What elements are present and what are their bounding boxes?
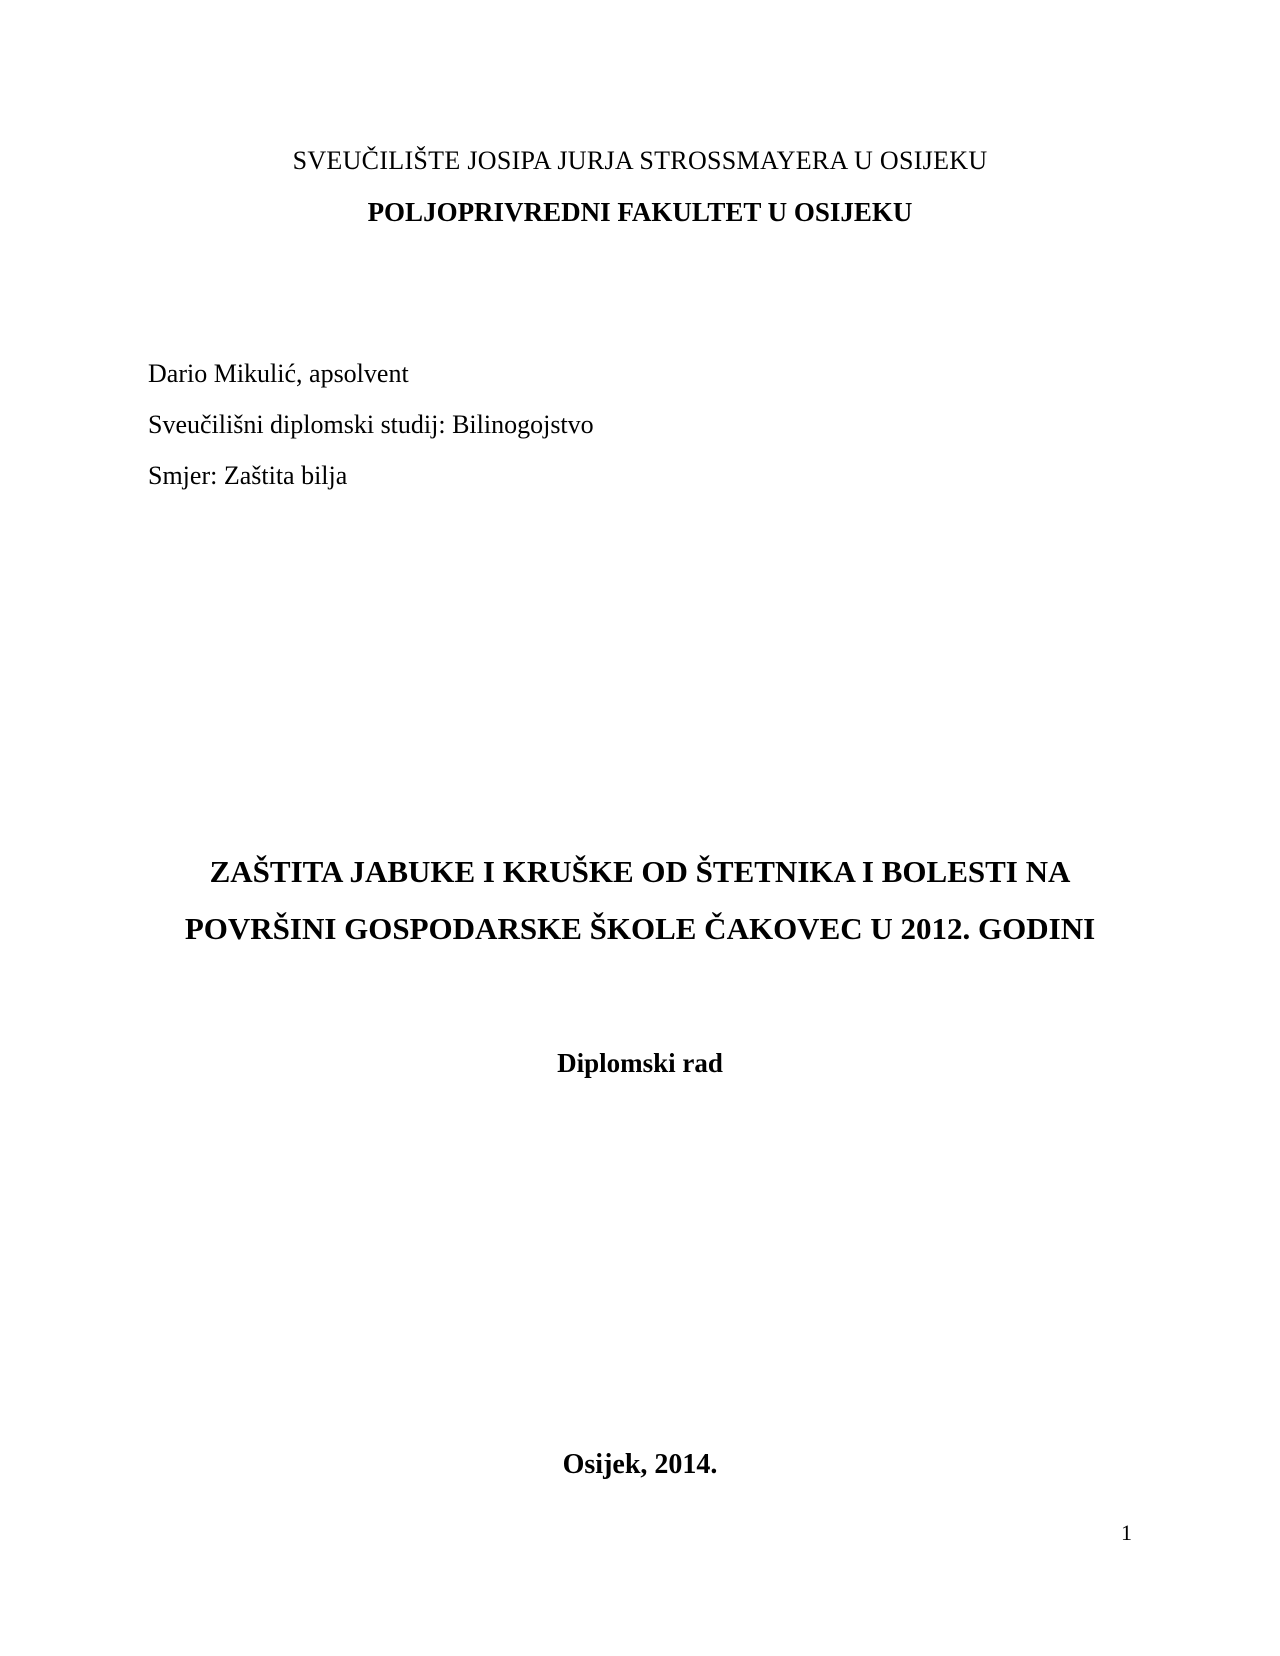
university-name: SVEUČILIŠTE JOSIPA JURJA STROSSMAYERA U OSIJEKU	[292, 146, 988, 175]
thesis-title	[0, 843, 1280, 957]
page-number: 1	[1121, 1520, 1132, 1545]
student-info	[148, 348, 594, 501]
study-program: Sveučilišni diplomski studij: Bilinogojstvo	[148, 410, 594, 439]
place-and-date: Osijek, 2014.	[562, 1449, 718, 1480]
student-name: Dario Mikulić, apsolvent	[148, 359, 409, 388]
study-direction: Smjer: Zaštita bilja	[148, 461, 348, 490]
thesis-type: Diplomski rad	[557, 1048, 723, 1078]
faculty-name: POLJOPRIVREDNI FAKULTET U OSIJEKU	[367, 197, 913, 227]
thesis-title-line-2: POVRŠINI GOSPODARSKE ŠKOLE ČAKOVEC U 2012. GODINI	[184, 911, 1096, 946]
thesis-title-line-1: ZAŠTITA JABUKE I KRUŠKE OD ŠTETNIKA I BOLESTI NA	[209, 854, 1071, 889]
